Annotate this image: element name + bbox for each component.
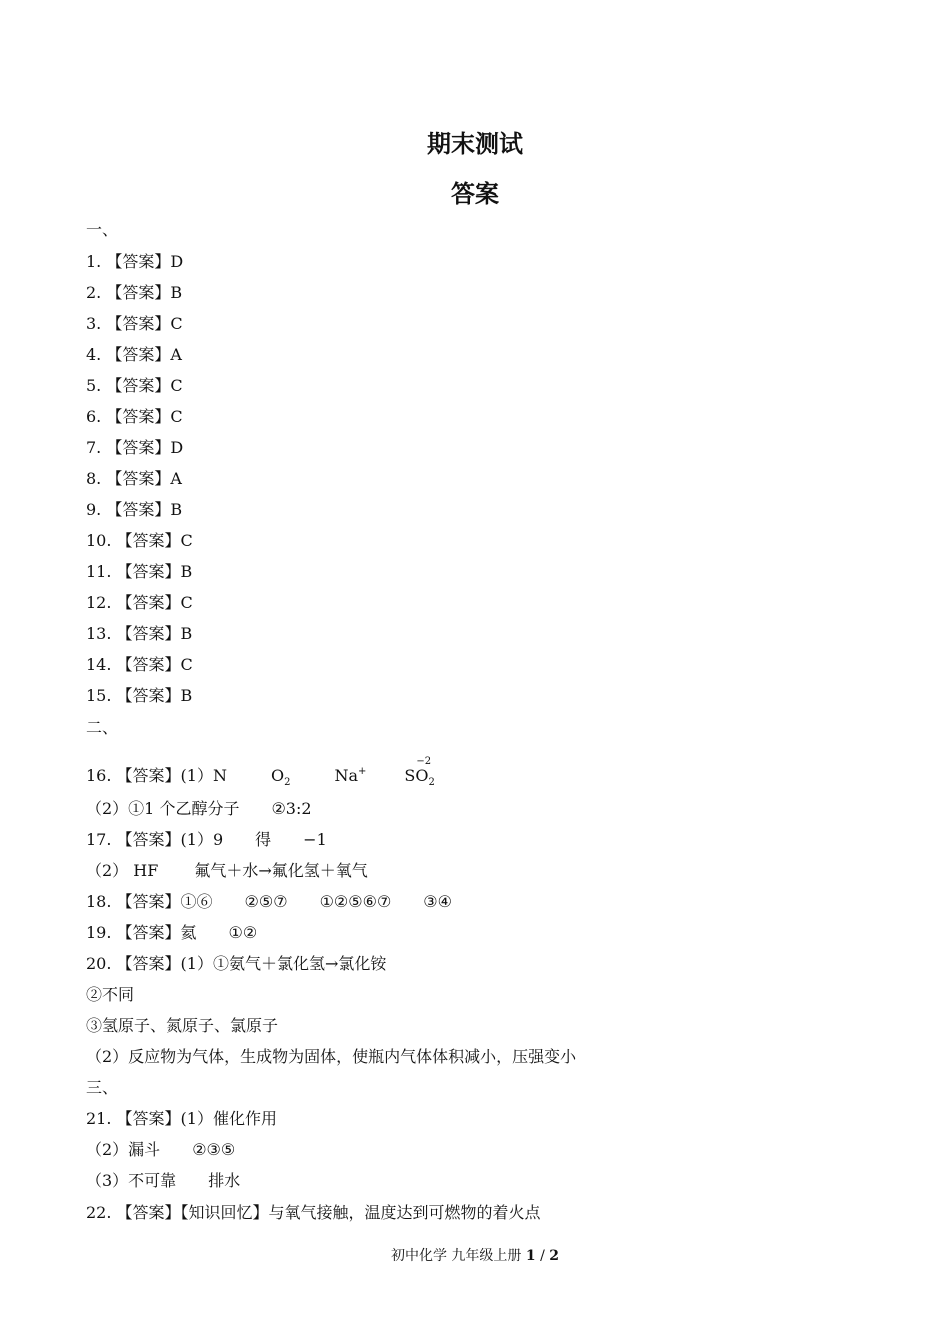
answer-15: 15. 【答案】B <box>86 686 193 705</box>
answer-6: 6. 【答案】C <box>86 407 183 426</box>
formula-o2-symbol: O <box>270 766 285 785</box>
formula-na <box>334 766 366 785</box>
page-footer <box>0 1245 950 1265</box>
answer-10: 10. 【答案】C <box>86 531 193 550</box>
answer-17-b: 得 <box>255 830 272 849</box>
footer-page-number: 1 <box>525 1248 536 1264</box>
answer-18-a: 18. 【答案】①⑥ <box>86 892 213 911</box>
footer-page-total: 2 <box>549 1248 560 1264</box>
answer-12: 12. 【答案】C <box>86 593 193 612</box>
answer-18-b: ②⑤⑦ <box>244 892 288 911</box>
answer-22-a: 22. 【答案】【知识回忆】与氧气接触，温度达到可燃物的着火点 <box>86 1203 541 1222</box>
formula-so2 <box>404 756 435 794</box>
answer-11: 11. 【答案】B <box>86 562 193 581</box>
answer-19 <box>86 922 257 944</box>
formula-o2-subscript: 2 <box>284 777 291 788</box>
answer-20-d: （2）反应物为气体，生成物为固体，使瓶内气体体积减小，压强变小 <box>86 1047 577 1066</box>
answer-16-prefix: 16. 【答案】(1）N <box>86 766 227 785</box>
answer-17-part1 <box>86 829 327 851</box>
formula-na-symbol: Na <box>334 766 359 785</box>
formula-so2-subscript: 2 <box>428 777 435 788</box>
answer-19-b: ①② <box>228 923 258 942</box>
answer-21-a: 21. 【答案】(1）催化作用 <box>86 1109 277 1128</box>
answer-13: 13. 【答案】B <box>86 624 193 643</box>
footer-separator: / <box>535 1248 550 1264</box>
answer-20-c: ③氢原子、氮原子、氯原子 <box>86 1016 279 1035</box>
answer-16-part1 <box>86 756 435 794</box>
answer-2: 2. 【答案】B <box>86 283 183 302</box>
answer-8: 8. 【答案】A <box>86 469 182 488</box>
answer-17-c: −1 <box>303 830 327 849</box>
answer-17-part2 <box>86 860 368 882</box>
answer-16-ethanol: （2）①1 个乙醇分子 <box>86 799 240 818</box>
section-heading-1: 一、 <box>86 220 119 239</box>
answer-17-d: （2） HF <box>86 861 159 880</box>
formula-o2 <box>270 766 291 788</box>
answer-21-c: ②③⑤ <box>192 1140 236 1159</box>
answer-20-a: 20. 【答案】(1）①氨气＋氯化氢→氯化铵 <box>86 954 387 973</box>
formula-so2-valence: −2 <box>416 756 432 767</box>
answer-21-d: （3）不可靠 <box>86 1171 177 1190</box>
answer-21-part3 <box>86 1170 240 1192</box>
formula-so2-symbol: SO <box>404 766 429 785</box>
answer-20-b: ②不同 <box>86 985 135 1004</box>
section-heading-3: 三、 <box>86 1078 119 1097</box>
answer-3: 3. 【答案】C <box>86 314 183 333</box>
answer-19-a: 19. 【答案】氦 <box>86 923 197 942</box>
answer-18-d: ③④ <box>423 892 452 911</box>
answer-17-a: 17. 【答案】(1）9 <box>86 830 224 849</box>
answer-21-b: （2）漏斗 <box>86 1140 161 1159</box>
page-title: 期末测试 <box>427 130 523 158</box>
page-subtitle: 答案 <box>451 180 499 208</box>
answer-16-part2 <box>86 798 312 820</box>
answer-18-c: ①②⑤⑥⑦ <box>319 892 392 911</box>
footer-subject: 初中化学 九年级上册 <box>390 1248 526 1264</box>
answer-21-e: 排水 <box>208 1171 241 1190</box>
answer-9: 9. 【答案】B <box>86 500 183 519</box>
section-heading-2: 二、 <box>86 718 119 737</box>
answer-14: 14. 【答案】C <box>86 655 193 674</box>
answer-16-ratio: ②3:2 <box>271 799 312 818</box>
answer-21-part2 <box>86 1139 235 1161</box>
formula-na-charge: + <box>358 766 367 777</box>
answer-17-e: 氟气＋水→氟化氢＋氧气 <box>194 861 368 880</box>
answer-5: 5. 【答案】C <box>86 376 183 395</box>
answer-7: 7. 【答案】D <box>86 438 184 457</box>
answer-4: 4. 【答案】A <box>86 345 182 364</box>
answer-18 <box>86 891 452 913</box>
answer-1: 1. 【答案】D <box>86 252 184 271</box>
